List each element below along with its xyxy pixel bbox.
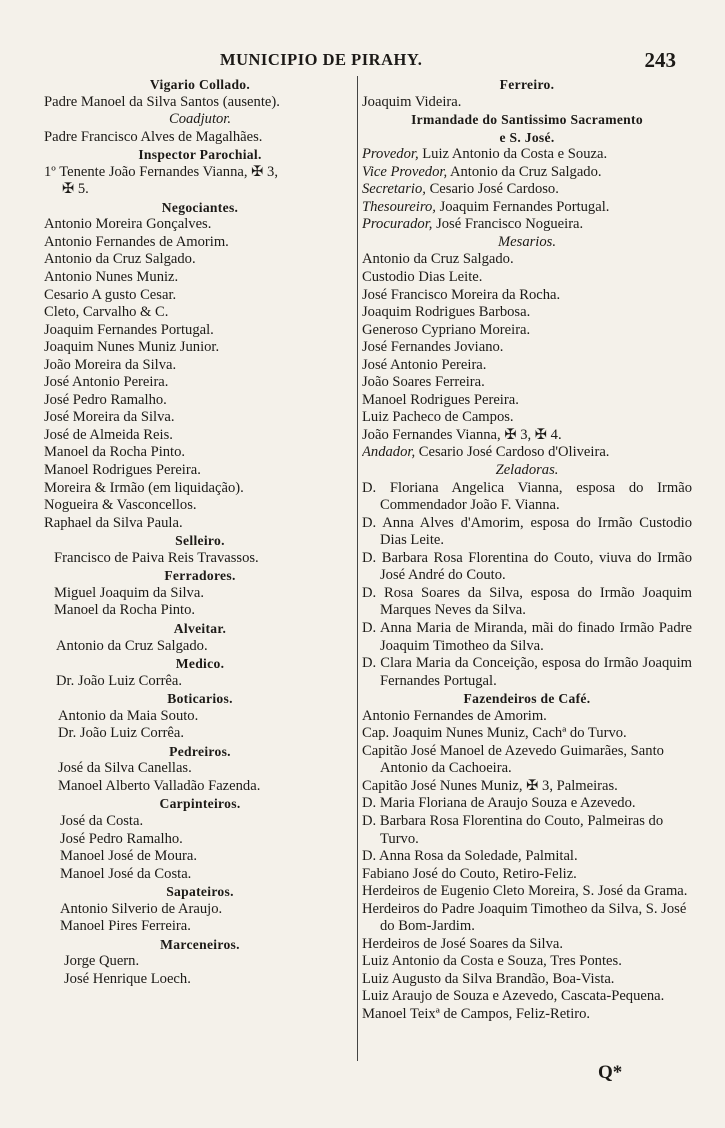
list-item: Manoel da Rocha Pinto. xyxy=(44,444,186,461)
list-item: Manoel Rodrigues Pereira. xyxy=(362,391,519,408)
list-item: Antonio da Cruz Salgado. xyxy=(56,637,208,654)
list-item: Antonio da Cruz Salgado. xyxy=(44,251,196,268)
andador-name: Cesario José Cardoso d'Oliveira. xyxy=(418,444,610,461)
list-ferradores xyxy=(44,585,356,620)
list-item: Antonio da Maia Souto. xyxy=(58,707,199,724)
section-heading-inspector: Inspector Parochial. xyxy=(138,147,262,163)
list-item: José Antonio Pereira. xyxy=(362,356,487,373)
officer-name: Luiz Antonio da Costa e Souza. xyxy=(422,146,608,163)
list-mesarios xyxy=(362,251,692,444)
officer-row xyxy=(362,146,692,164)
column-divider xyxy=(357,76,358,1061)
page-number: 243 xyxy=(644,48,676,72)
list-item: Raphael da Silva Paula. xyxy=(44,514,183,531)
list-fazendeiros xyxy=(362,708,692,1024)
list-alveitar xyxy=(44,638,356,656)
list-item: Jorge Quern. xyxy=(64,953,140,970)
list-item: D. Clara Maria da Conceição, esposa do Irmão Joaquim Fernandes Portugal. xyxy=(362,655,692,689)
section-heading-ferradores: Ferradores. xyxy=(164,568,236,584)
list-item: Antonio Fernandes de Amorim. xyxy=(362,707,547,724)
list-medico xyxy=(44,673,356,691)
list-item: José Henrique Loech. xyxy=(64,970,191,987)
list-item: João Fernandes Vianna, ✠ 3, ✠ 4. xyxy=(362,426,562,443)
zeladoras-label: Zeladoras. xyxy=(495,462,559,479)
mesarios-label: Mesarios. xyxy=(498,233,556,250)
section-heading-negociantes: Negociantes. xyxy=(161,199,239,215)
officer-role: Procurador, xyxy=(362,216,433,233)
officer-name: Antonio da Cruz Salgado. xyxy=(449,163,602,180)
list-item: Antonio da Cruz Salgado. xyxy=(362,251,514,268)
list-item: José de Almeida Reis. xyxy=(44,426,173,443)
list-item: Antonio Fernandes de Amorim. xyxy=(44,233,229,250)
list-item: Manoel José de Moura. xyxy=(60,848,197,865)
list-item: Generoso Cypriano Moreira. xyxy=(362,321,531,338)
officer-row xyxy=(362,181,692,199)
list-irmandade-officers xyxy=(362,146,692,234)
running-head: MUNICIPIO DE PIRAHY. xyxy=(220,50,423,69)
officer-role: Secretario, xyxy=(362,181,426,198)
list-item: João Moreira da Silva. xyxy=(44,356,177,373)
list-item: Moreira & Irmão (em liquidação). xyxy=(44,479,244,496)
list-item: Manoel José da Costa. xyxy=(60,865,192,882)
list-marceneiros xyxy=(44,953,356,988)
list-item: Custodio Dias Leite. xyxy=(362,269,483,286)
vigario-name: Padre Manoel da Silva Santos (ausente). xyxy=(44,93,280,110)
list-item: D. Rosa Soares da Silva, esposa do Irmão Joaquim Marques Neves da Silva. xyxy=(362,584,692,619)
list-item: José da Costa. xyxy=(60,812,144,829)
list-item: Antonio Silverio de Araujo. xyxy=(60,900,223,917)
officer-name: Joaquim Fernandes Portugal. xyxy=(439,198,610,215)
list-item: Manoel Rodrigues Pereira. xyxy=(44,462,201,479)
list-item: D. Maria Floriana de Araujo Souza e Azevedo. xyxy=(362,795,636,812)
list-ferreiro xyxy=(362,94,692,112)
list-item: Manoel Pires Ferreira. xyxy=(60,918,191,935)
section-heading-irmandade-2: e S. José. xyxy=(499,129,555,145)
list-item: Cleto, Carvalho & C. xyxy=(44,304,169,321)
left-column xyxy=(44,76,356,988)
list-item: José Moreira da Silva. xyxy=(44,409,175,426)
inspector-line-2: ✠ 5. xyxy=(62,181,89,198)
list-item: Dr. João Luiz Corrêa. xyxy=(56,672,183,689)
officer-role: Thesoureiro, xyxy=(362,198,436,215)
section-heading-irmandade-1: Irmandade do Santissimo Sacramento xyxy=(411,112,643,128)
list-item: José Pedro Ramalho. xyxy=(44,391,167,408)
list-item: Fabiano José do Couto, Retiro-Feliz. xyxy=(362,865,577,882)
list-item: Joaquim Rodrigues Barbosa. xyxy=(362,304,531,321)
officer-role: Vice Provedor, xyxy=(362,163,448,180)
list-item: Cap. Joaquim Nunes Muniz, Cachª do Turvo. xyxy=(362,725,627,742)
list-item: José Francisco Moreira da Rocha. xyxy=(362,286,561,303)
list-item: D. Barbara Rosa Florentina do Couto, Palmeiras do Turvo. xyxy=(362,812,664,847)
list-item: Francisco de Paiva Reis Travassos. xyxy=(54,549,259,566)
officer-row xyxy=(362,199,692,217)
list-item: João Soares Ferreira. xyxy=(362,374,485,391)
officer-name: José Francisco Nogueira. xyxy=(436,216,584,233)
coadjutor-label: Coadjutor. xyxy=(168,111,232,128)
list-item: Luiz Araujo de Souza e Azevedo, Cascata-Pequena. xyxy=(362,988,665,1005)
list-negociantes xyxy=(44,216,356,532)
list-item: Antonio Nunes Muniz. xyxy=(44,269,179,286)
section-heading-pedreiros: Pedreiros. xyxy=(169,743,231,759)
list-item: Joaquim Nunes Muniz Junior. xyxy=(44,339,220,356)
list-item: Luiz Augusto da Silva Brandão, Boa-Vista. xyxy=(362,970,615,987)
list-item: D. Anna Maria de Miranda, mãi do finado Irmão Padre Joaquim Timotheo da Silva. xyxy=(362,619,692,654)
right-column xyxy=(362,76,692,1024)
list-sapateiros xyxy=(44,901,356,936)
signature-mark: Q* xyxy=(598,1062,623,1083)
section-heading-carpinteiros: Carpinteiros. xyxy=(159,796,241,812)
list-item: Cesario A gusto Cesar. xyxy=(44,286,177,303)
andador-line xyxy=(362,444,692,462)
section-heading-medico: Medico. xyxy=(175,656,225,672)
list-pedreiros xyxy=(44,760,356,795)
list-carpinteiros xyxy=(44,813,356,883)
list-item: Joaquim Fernandes Portugal. xyxy=(44,321,214,338)
list-item: José da Silva Canellas. xyxy=(58,760,192,777)
inspector-line-1: 1º Tenente João Fernandes Vianna, ✠ 3, xyxy=(44,163,278,180)
list-item: Herdeiros de José Soares da Silva. xyxy=(362,935,564,952)
list-item: Miguel Joaquim da Silva. xyxy=(54,584,204,601)
list-item: José Fernandes Joviano. xyxy=(362,339,504,356)
list-item: José Pedro Ramalho. xyxy=(60,830,183,847)
list-selleiro xyxy=(44,550,356,568)
list-item: Manoel Teixª de Campos, Feliz-Retiro. xyxy=(362,1005,591,1022)
list-item: Nogueira & Vasconcellos. xyxy=(44,497,197,514)
officer-name: Cesario José Cardoso. xyxy=(429,181,559,198)
list-item: Manoel da Rocha Pinto. xyxy=(54,602,196,619)
list-zeladoras xyxy=(362,480,692,691)
list-item: Joaquim Videira. xyxy=(362,93,462,110)
section-heading-selleiro: Selleiro. xyxy=(175,533,225,549)
list-item: Luiz Antonio da Costa e Souza, Tres Pontes. xyxy=(362,953,622,970)
list-item: Antonio Moreira Gonçalves. xyxy=(44,216,212,233)
section-heading-fazendeiros: Fazendeiros de Café. xyxy=(463,691,591,707)
section-heading-sapateiros: Sapateiros. xyxy=(166,884,234,900)
officer-row xyxy=(362,164,692,182)
list-item: D. Barbara Rosa Florentina do Couto, viuva do Irmão José André do Couto. xyxy=(362,549,692,584)
list-item: D. Anna Rosa da Soledade, Palmital. xyxy=(362,848,578,865)
list-item: Manoel Alberto Valladão Fazenda. xyxy=(58,777,261,794)
section-heading-boticarios: Boticarios. xyxy=(167,691,233,707)
officer-row xyxy=(362,216,692,234)
list-item: D. Floriana Angelica Vianna, esposa do Irmão Commendador João F. Vianna. xyxy=(362,479,692,514)
section-heading-alveitar: Alveitar. xyxy=(173,620,227,636)
list-item: Dr. João Luiz Corrêa. xyxy=(58,725,185,742)
officer-role: Provedor, xyxy=(362,146,419,163)
section-heading-ferreiro: Ferreiro. xyxy=(499,77,555,92)
list-item: D. Anna Alves d'Amorim, esposa do Irmão Custodio Dias Leite. xyxy=(362,514,692,549)
list-item: Herdeiros do Padre Joaquim Timotheo da Silva, S. José do Bom-Jardim. xyxy=(362,900,687,935)
list-item: Capitão José Nunes Muniz, ✠ 3, Palmeiras. xyxy=(362,777,618,794)
section-heading-vigario: Vigario Collado. xyxy=(149,77,251,92)
andador-role: Andador, xyxy=(362,444,416,461)
list-item: Herdeiros de Eugenio Cleto Moreira, S. José da Grama. xyxy=(362,883,688,900)
page-header xyxy=(150,48,680,74)
list-item: Luiz Pacheco de Campos. xyxy=(362,409,514,426)
list-item: Capitão José Manoel de Azevedo Guimarães, Santo Antonio da Cachoeira. xyxy=(362,742,664,777)
list-boticarios xyxy=(44,708,356,743)
coadjutor-name: Padre Francisco Alves de Magalhães. xyxy=(44,128,263,145)
section-heading-marceneiros: Marceneiros. xyxy=(160,936,240,952)
list-item: José Antonio Pereira. xyxy=(44,374,169,391)
